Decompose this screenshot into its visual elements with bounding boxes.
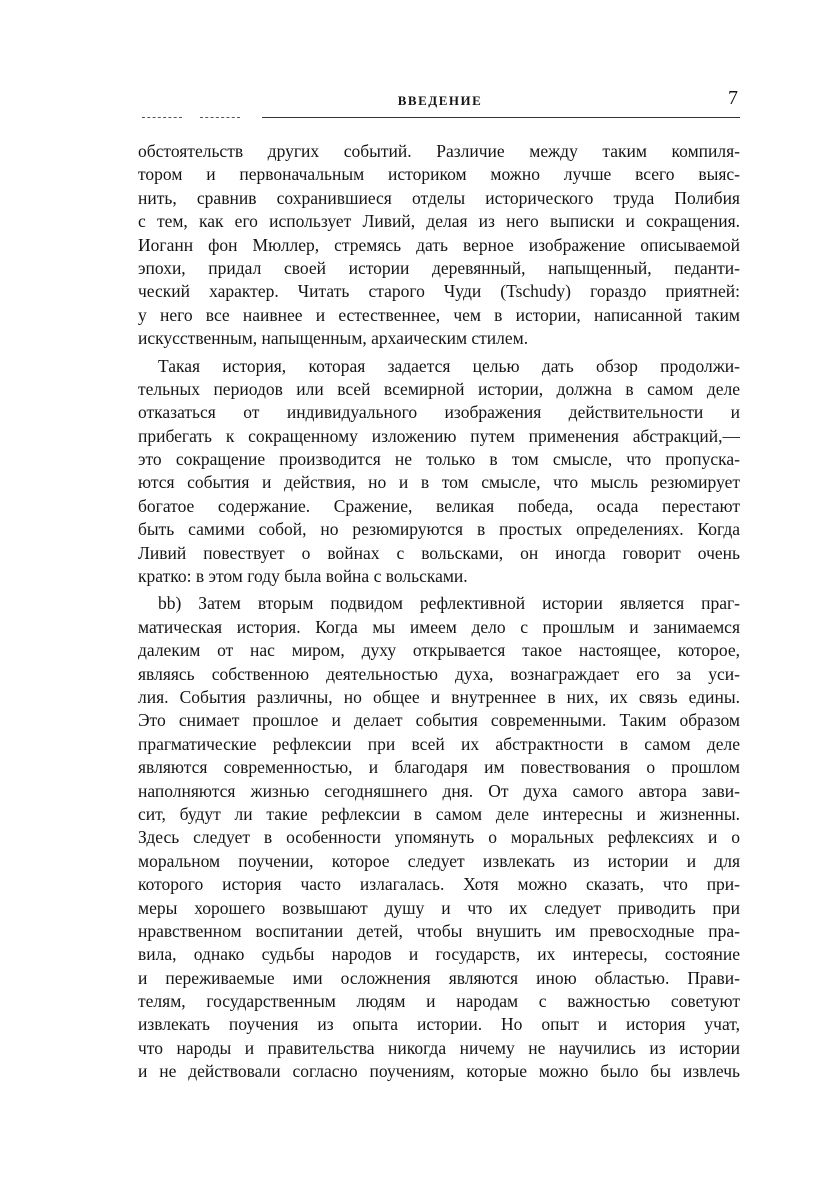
paragraph-2 [138,355,740,589]
text-line: меры хорошего возвышают душу и что их следует приводить при [138,897,740,918]
text-line: ческий характер. Читать старого Чуди (Tschudy) гораздо приятней: [138,281,740,302]
paragraph-3 [138,592,740,1083]
text-line: нить, сравнив сохранившиеся отделы исторического труда Полибия [138,187,740,208]
text-line: телям, государственным людям и народам с важностью советуют [138,991,740,1012]
text-line: отказаться от индивидуального изображения действительности и [138,402,740,423]
text-line: лия. События различны, но общее и внутреннее в них, их связь едины. [138,686,740,707]
text-line: и не действовали согласно поучениям, которые можно было бы извлечь [138,1061,740,1082]
text-line: что народы и правительства никогда ничему не научились из истории [138,1037,740,1058]
text-line: вила, однако судьбы народов и государств, их интересы, состояние [138,944,740,965]
text-line: прибегать к сокращенному изложению путем применения абстракций,— [138,425,740,446]
header-rule-left-2 [200,117,240,118]
text-line: являясь собственною деятельностью духа, вознаграждает его за уси- [138,663,740,684]
text-line: Здесь следует в особенности упомянуть о моральных рефлексиях и о [138,827,740,848]
text-line: обстоятельств других событий. Различие между таким компиля- [138,141,740,161]
header-rule-left [142,117,182,118]
text-line: ются события и действия, но и в том смысле, что мысль резюмирует [138,472,740,493]
text-line: богатое содержание. Сражение, великая победа, осада перестают [138,495,740,516]
text-line: являются современностью, и благодаря им повествования о прошлом [138,757,740,778]
text-line: кратко: в этом году была война с вольсками. [138,566,468,587]
text-line: это сокращение производится не только в том смысле, что пропуска- [138,449,740,470]
running-head [140,87,740,115]
text-line: матическая история. Когда мы имеем дело с прошлым и занимаемся [138,616,740,637]
text-line: Иоганн фон Мюллер, стремясь дать верное изображение описываемой [138,234,740,255]
text-line: у него все наивнее и естественнее, чем в истории, написанной таким [138,304,740,325]
text-line: с тем, как его использует Ливий, делая из него выписки и сокращения. [138,211,740,232]
text-line: прагматические рефлексии при всей их абстрактности в самом деле [138,733,740,754]
text-line: нравственном воспитании детей, чтобы внушить им превосходные пра- [138,920,740,941]
text-line: Это снимает прошлое и делает события современными. Таким образом [138,710,740,731]
text-line: которого история часто излагалась. Хотя можно сказать, что при- [138,874,740,895]
text-line: bb) Затем вторым подвидом рефлективной истории является праг- [158,593,740,614]
text-line: далеким от нас миром, духу открывается такое настоящее, которое, [138,640,740,661]
text-line: тельных периодов или всей всемирной истории, должна в самом деле [138,378,740,399]
text-line: Такая история, которая задается целью дать обзор продолжи- [158,355,740,376]
text-line: тором и первоначальным историком можно лучше всего выяс- [138,164,740,185]
page-number: 7 [728,87,738,109]
text-line: извлекать поучения из опыта истории. Но опыт и история учат, [138,1014,740,1035]
body-text [138,140,740,1084]
text-line: наполняются жизнью сегодняшнего дня. От духа самого автора зави- [138,780,740,801]
text-line: быть самими собой, но резюмируются в простых определениях. Когда [138,519,740,540]
header-rule [262,117,740,118]
paragraph-1 [138,140,740,351]
text-line: эпохи, придал своей истории деревянный, напыщенный, педанти- [138,257,740,278]
running-title: ВВЕДЕНИЕ [397,93,483,108]
text-line: искусственным, напыщенным, архаическим стилем. [138,328,529,349]
text-line: и переживаемые ими осложнения являются иною областью. Прави- [138,967,740,988]
text-line: сит, будут ли такие рефлексии в самом деле интересны и жизненны. [138,803,740,824]
text-line: Ливий повествует о войнах с вольсками, он иногда говорит очень [138,542,740,563]
text-line: моральном поучении, которое следует извлекать из истории и для [138,850,740,871]
